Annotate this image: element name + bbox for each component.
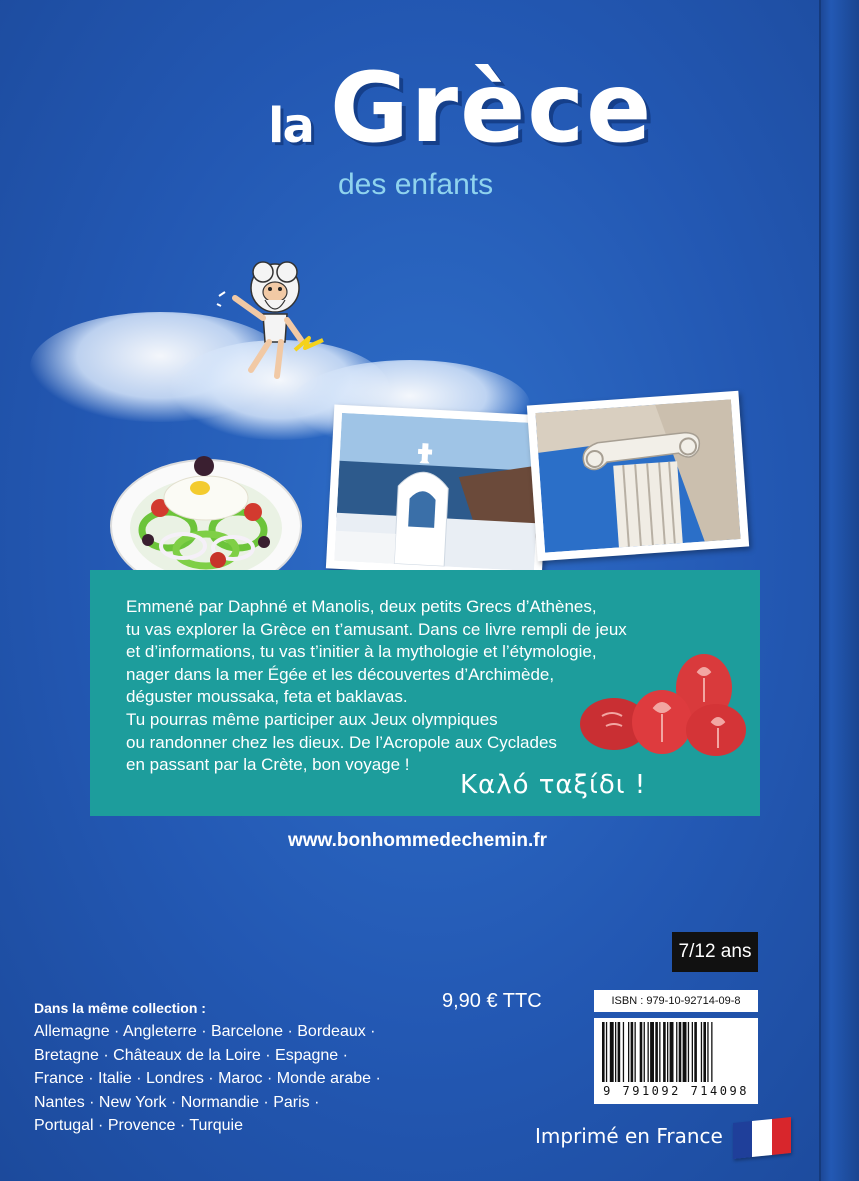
age-range-badge: 7/12 ans bbox=[672, 932, 758, 972]
barcode-bar bbox=[659, 1022, 660, 1082]
flag-stripe-blue bbox=[733, 1121, 752, 1159]
barcode-bar bbox=[640, 1022, 643, 1082]
barcode-bar bbox=[610, 1022, 614, 1082]
ionic-column-photo bbox=[527, 391, 749, 561]
flag-stripe-red bbox=[772, 1117, 791, 1155]
barcode-bar bbox=[667, 1022, 668, 1082]
blurb-line: en passant par la Crète, bon voyage ! bbox=[126, 755, 410, 775]
collection-line: Allemagne · Angleterre · Barcelone · Bordeaux · bbox=[34, 1023, 376, 1040]
title-subtitle: des enfants bbox=[338, 168, 494, 201]
barcode-bar bbox=[711, 1022, 712, 1082]
barcode-bar bbox=[707, 1022, 708, 1082]
book-spine bbox=[819, 0, 859, 1181]
blurb-line: et d’informations, tu vas t’initier à la mythologie et l’étymologie, bbox=[126, 642, 597, 662]
barcode-bar bbox=[635, 1022, 636, 1082]
barcode-bar bbox=[628, 1022, 629, 1082]
barcode-bar bbox=[631, 1022, 634, 1082]
blurb-line: Emmené par Daphné et Manolis, deux petits Grecs d’Athènes, bbox=[126, 597, 597, 616]
book-title bbox=[268, 52, 654, 201]
barcode-bar bbox=[606, 1022, 607, 1082]
collection-line: Bretagne · Châteaux de la Loire · Espagne · bbox=[34, 1046, 348, 1064]
barcode-bar bbox=[650, 1022, 654, 1082]
spine-fold-line bbox=[819, 0, 821, 1181]
barcode-bar bbox=[602, 1022, 605, 1082]
barcode-bar bbox=[618, 1022, 621, 1082]
greek-greeting: Καλό ταξίδι ! bbox=[460, 770, 647, 800]
barcode-bar bbox=[615, 1022, 616, 1082]
barcode-bar bbox=[663, 1022, 666, 1082]
isbn-label: ISBN : 979-10-92714-09-8 bbox=[594, 990, 758, 1012]
zeus-character-illustration bbox=[205, 258, 335, 383]
barcode-block bbox=[594, 990, 758, 1110]
barcode-bar bbox=[694, 1022, 697, 1082]
blurb-line: déguster moussaka, feta et baklavas. bbox=[126, 687, 408, 707]
santorini-bell-tower-photo bbox=[326, 404, 550, 579]
blurb-line: Tu pourras même participer aux Jeux olympiques bbox=[126, 709, 498, 729]
collection-list bbox=[34, 1000, 434, 1138]
barcode-bar bbox=[670, 1022, 674, 1082]
barcode-bar bbox=[679, 1022, 682, 1082]
blurb-line: tu vas explorer la Grèce en t’amusant. Dans ce livre rempli de jeux bbox=[126, 619, 627, 639]
title-la: la bbox=[268, 98, 313, 154]
barcode-bar bbox=[703, 1022, 706, 1082]
barcode-bar bbox=[655, 1022, 658, 1082]
red-easter-eggs-illustration bbox=[578, 652, 754, 760]
barcode-bar bbox=[701, 1022, 702, 1082]
barcode-bar bbox=[644, 1022, 645, 1082]
barcode-bar bbox=[683, 1022, 687, 1082]
barcode-bar bbox=[623, 1022, 624, 1082]
barcode-digits: 9 791092 714098 bbox=[603, 1084, 749, 1098]
website-url: www.bonhommedechemin.fr bbox=[288, 830, 547, 851]
price: 9,90 € TTC bbox=[442, 990, 542, 1012]
flag-stripe-white bbox=[752, 1119, 771, 1157]
collection-line: Nantes · New York · Normandie · Paris · bbox=[34, 1093, 320, 1111]
title-grece: Grèce bbox=[330, 52, 654, 164]
barcode-bar bbox=[676, 1022, 677, 1082]
french-flag bbox=[733, 1117, 791, 1159]
collection-line: France · Italie · Londres · Maroc · Monde arabe · bbox=[34, 1070, 381, 1087]
barcode-bar bbox=[692, 1022, 693, 1082]
barcode-bar bbox=[648, 1022, 649, 1082]
collection-line: Portugal · Provence · Turquie bbox=[34, 1117, 243, 1134]
printed-in-france-label: Imprimé en France bbox=[535, 1124, 723, 1148]
collection-heading: Dans la même collection : bbox=[34, 1000, 206, 1016]
blurb-line: ou randonner chez les dieux. De l’Acropole aux Cyclades bbox=[126, 732, 557, 752]
blurb-line: nager dans la mer Égée et les découvertes d’Archimède, bbox=[126, 664, 555, 684]
barcode-bar bbox=[688, 1022, 689, 1082]
